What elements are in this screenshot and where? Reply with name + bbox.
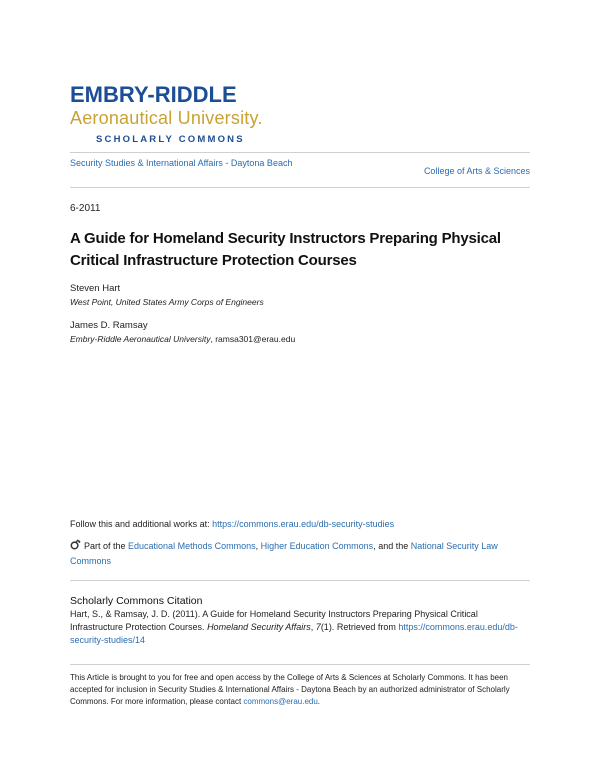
collection-link-arts-sciences[interactable]: College of Arts & Sciences (423, 166, 530, 176)
author-affiliation (70, 297, 264, 307)
part-of-line (70, 539, 530, 569)
erau-logo (70, 84, 300, 145)
national-security-law-commons-link[interactable]: National Security Law Commons (70, 541, 498, 566)
affiliation-text: Embry-Riddle Aeronautical University (70, 334, 211, 344)
footer-notice (70, 672, 530, 708)
author-name: Steven Hart (70, 283, 121, 294)
logo-wordmark: EMBRY-RIDDLE (70, 82, 237, 107)
top-divider (70, 152, 530, 153)
collection-link-security-studies[interactable]: Security Studies & International Affairs - Daytona Beach (70, 158, 293, 168)
publication-date: 6-2011 (70, 203, 101, 214)
citation-url-link[interactable]: https://commons.erau.edu/db-security-studies/14 (70, 622, 518, 645)
citation-text (70, 608, 530, 647)
article-title: A Guide for Homeland Security Instructors Preparing Physical Critical Infrastructure Protection Courses (70, 230, 501, 269)
contact-email-link[interactable]: commons@erau.edu (243, 697, 318, 706)
logo-subtitle: Aeronautical University. (70, 108, 263, 128)
citation-divider (70, 580, 530, 581)
citation-journal: Homeland Security Affairs (207, 622, 311, 632)
citation-heading: Scholarly Commons Citation (70, 595, 203, 607)
educational-methods-commons-link[interactable]: Educational Methods Commons (128, 541, 256, 551)
open-access-icon (70, 539, 81, 550)
logo-tagline: SCHOLARLY COMMONS (96, 134, 245, 145)
author-affiliation: Embry-Riddle Aeronautical University, ramsa301@erau.edu (70, 334, 296, 344)
citation-volume: 7 (315, 622, 321, 632)
citation-sep: , (310, 622, 316, 632)
citation-retrieved: (1). Retrieved from (320, 622, 399, 632)
affiliation-text: West Point, United States Army Corps of Engineers (70, 297, 264, 307)
follow-prefix: Follow this and additional works at: (70, 519, 213, 529)
collection-divider (70, 187, 530, 188)
follow-url-link[interactable]: https://commons.erau.edu/db-security-studies (212, 519, 395, 529)
footer-text: This Article is brought to you for free and open access by the College of Arts & Sciences at Scholarly Commons. It has been accepted for inclusion in Security Studies & International Affairs - Daytona Beach by an authorized administrator of Scholarly Commons. For more information, please contact (70, 673, 510, 706)
citation-body: Hart, S., & Ramsay, J. D. (2011). A Guide for Homeland Security Instructors Preparing Physical Critical Infrastructure Protection Courses. (70, 609, 478, 632)
higher-education-commons-link[interactable]: Higher Education Commons (260, 541, 374, 551)
footer-divider (70, 664, 530, 665)
part-of-prefix: Part of the (84, 541, 129, 551)
separator: , and the (373, 541, 411, 551)
separator: , (255, 541, 261, 551)
footer-end: . (317, 697, 321, 706)
author-email[interactable]: ramsa301@erau.edu (215, 334, 296, 344)
follow-line (70, 519, 530, 529)
author-name: James D. Ramsay (70, 320, 148, 331)
